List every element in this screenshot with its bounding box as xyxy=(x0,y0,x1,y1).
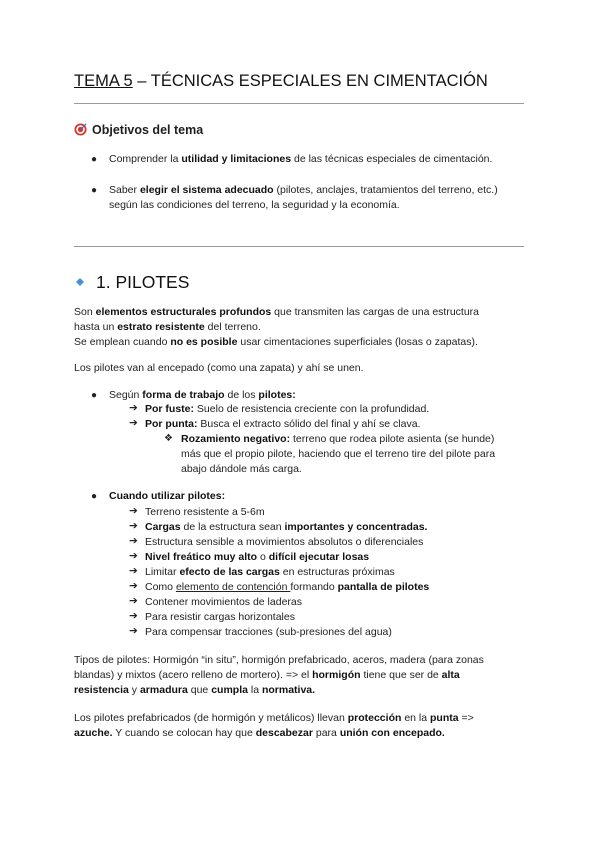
sub-item: Limitar efecto de las cargas en estructuras próximas xyxy=(145,566,395,578)
target-icon xyxy=(74,123,87,139)
arrow-icon: ➔ xyxy=(129,535,138,547)
objectives-heading: Objetivos del tema xyxy=(74,123,203,139)
star-bullet-icon: ❖ xyxy=(164,433,173,444)
sub-item: Para resistir cargas horizontales xyxy=(145,611,295,623)
arrow-icon: ➔ xyxy=(129,565,138,577)
objective-item-cont: según las condiciones del terreno, la seguridad y la economía. xyxy=(109,199,400,211)
arrow-icon: ➔ xyxy=(129,417,138,429)
sub-item: Terreno resistente a 5-6m xyxy=(145,506,265,518)
diamond-icon xyxy=(76,270,84,291)
arrow-icon: ➔ xyxy=(129,580,138,592)
sub-item: Por punta: Busca el extracto sólido del final y ahí se clava. xyxy=(145,418,421,430)
sub-item: Como elemento de contención formando pantalla de pilotes xyxy=(145,581,430,593)
paragraph-line: Se emplean cuando no es posible usar cimentaciones superficiales (losas o zapatas). xyxy=(74,336,478,348)
paragraph-line: Los pilotes van al encepado (como una zapata) y ahí se unen. xyxy=(74,362,364,374)
section-divider xyxy=(74,246,524,247)
arrow-icon: ➔ xyxy=(129,595,138,607)
paragraph-line: Son elementos estructurales profundos que transmiten las cargas de una estructura xyxy=(74,306,480,318)
list-bullet: ● xyxy=(91,491,98,502)
arrow-icon: ➔ xyxy=(129,402,138,414)
arrow-icon: ➔ xyxy=(129,505,138,517)
sub-item: Para compensar tracciones (sub-presiones del agua) xyxy=(145,626,392,638)
list-bullet: ● xyxy=(91,154,98,165)
arrow-icon: ➔ xyxy=(129,520,138,532)
sub-sub-item: Rozamiento negativo: terreno que rodea pilote asienta (se hunde) xyxy=(181,433,495,445)
list-bullet: ● xyxy=(91,390,98,401)
paragraph-line: blandas) y mixtos (acero relleno de mortero). => el hormigón tiene que ser de alta xyxy=(74,669,460,681)
sub-item: Estructura sensible a movimientos absolutos o diferenciales xyxy=(145,536,424,548)
arrow-icon: ➔ xyxy=(129,610,138,622)
paragraph-line: Los pilotes prefabricados (de hormigón y metálicos) llevan protección en la punta => xyxy=(74,712,474,724)
list-item: Cuando utilizar pilotes: xyxy=(109,490,226,502)
title-divider xyxy=(74,103,524,104)
section-heading: 1. PILOTES xyxy=(76,270,189,293)
objective-item: Comprender la utilidad y limitaciones de las técnicas especiales de cimentación. xyxy=(109,153,493,165)
list-item: Según forma de trabajo de los pilotes: xyxy=(109,389,296,401)
sub-sub-item-cont: abajo dándole más carga. xyxy=(181,463,302,475)
sub-item: Cargas de la estructura sean importantes y concentradas. xyxy=(145,521,428,533)
sub-sub-item-cont: más que el propio pilote, haciendo que el terreno tire del pilote para xyxy=(181,448,496,460)
sub-item: Por fuste: Suelo de resistencia creciente con la profundidad. xyxy=(145,403,430,415)
arrow-icon: ➔ xyxy=(129,550,138,562)
paragraph-line: azuche. Y cuando se colocan hay que descabezar para unión con encepado. xyxy=(74,727,445,739)
arrow-icon: ➔ xyxy=(129,625,138,637)
sub-item: Contener movimientos de laderas xyxy=(145,596,302,608)
paragraph-line: Tipos de pilotes: Hormigón “in situ”, hormigón prefabricado, aceros, madera (para zonas xyxy=(74,654,484,666)
sub-item: Nivel freático muy alto o difícil ejecutar losas xyxy=(145,551,370,563)
paragraph-line: hasta un estrato resistente del terreno. xyxy=(74,321,261,333)
paragraph-line: resistencia y armadura que cumpla la normativa. xyxy=(74,684,316,696)
objective-item: Saber elegir el sistema adecuado (pilotes, anclajes, tratamientos del terreno, etc.) xyxy=(109,184,498,196)
list-bullet: ● xyxy=(91,185,98,196)
page-title: TEMA 5 – TÉCNICAS ESPECIALES EN CIMENTACIÓN xyxy=(74,72,488,90)
